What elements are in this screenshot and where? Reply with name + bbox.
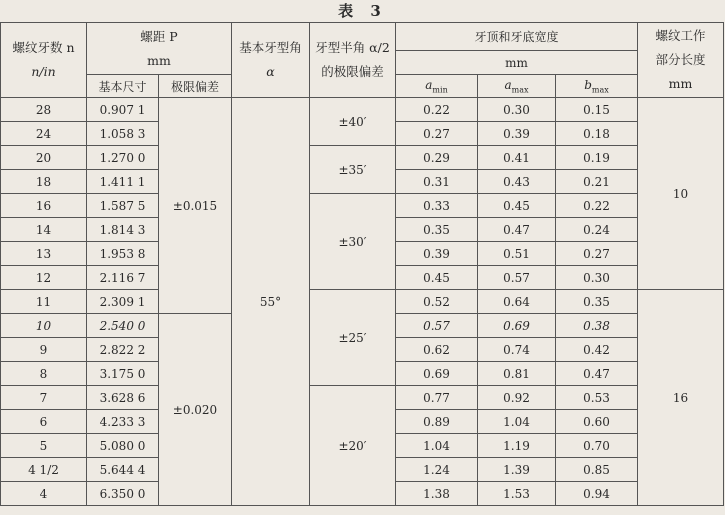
cell-work-length: 10 [638, 98, 724, 290]
cell-b-max: 0.18 [556, 122, 638, 146]
cell-a-max: 0.69 [478, 314, 556, 338]
cell-pitch: 1.953 8 [87, 242, 159, 266]
cell-a-min: 0.62 [396, 338, 478, 362]
cell-work-length: 16 [638, 290, 724, 506]
cell-a-min: 1.38 [396, 482, 478, 506]
cell-b-max: 0.47 [556, 362, 638, 386]
cell-b-max: 0.85 [556, 458, 638, 482]
cell-pitch: 0.907 1 [87, 98, 159, 122]
cell-b-max: 0.30 [556, 266, 638, 290]
cell-a-max: 1.39 [478, 458, 556, 482]
cell-b-max: 0.70 [556, 434, 638, 458]
cell-pitch: 5.644 4 [87, 458, 159, 482]
table-row [1, 98, 724, 122]
cell-threads: 13 [1, 242, 87, 266]
cell-a-min: 0.35 [396, 218, 478, 242]
header-basic-size: 基本尺寸 [87, 75, 159, 98]
cell-a-max: 0.92 [478, 386, 556, 410]
cell-pitch: 4.233 3 [87, 410, 159, 434]
cell-a-min: 0.33 [396, 194, 478, 218]
cell-b-max: 0.15 [556, 98, 638, 122]
header-a-max: $a_{max}$ [478, 75, 556, 98]
cell-pitch: 1.814 3 [87, 218, 159, 242]
cell-a-max: 0.39 [478, 122, 556, 146]
cell-half-angle-dev: ±35′ [310, 146, 396, 194]
cell-threads: 10 [1, 314, 87, 338]
cell-a-min: 0.52 [396, 290, 478, 314]
cell-a-max: 0.47 [478, 218, 556, 242]
cell-pitch: 2.540 0 [87, 314, 159, 338]
cell-half-angle-dev: ±20′ [310, 386, 396, 506]
cell-threads: 24 [1, 122, 87, 146]
cell-b-max: 0.53 [556, 386, 638, 410]
cell-a-min: 0.89 [396, 410, 478, 434]
cell-b-max: 0.27 [556, 242, 638, 266]
header-limit-dev: 极限偏差 [159, 75, 232, 98]
cell-a-min: 0.45 [396, 266, 478, 290]
cell-b-max: 0.21 [556, 170, 638, 194]
cell-pitch: 3.175 0 [87, 362, 159, 386]
header-crest-unit: mm [396, 51, 638, 75]
table-row [1, 194, 724, 218]
table-row [1, 146, 724, 170]
cell-threads: 16 [1, 194, 87, 218]
cell-b-max: 0.94 [556, 482, 638, 506]
cell-threads: 28 [1, 98, 87, 122]
cell-b-max: 0.24 [556, 218, 638, 242]
cell-pitch: 1.270 0 [87, 146, 159, 170]
cell-threads: 11 [1, 290, 87, 314]
table-row [1, 290, 724, 314]
cell-threads: 9 [1, 338, 87, 362]
cell-threads: 20 [1, 146, 87, 170]
cell-a-max: 1.19 [478, 434, 556, 458]
cell-a-min: 0.29 [396, 146, 478, 170]
header-threads: 螺纹牙数 n n/in [1, 23, 87, 98]
cell-a-max: 0.57 [478, 266, 556, 290]
cell-pitch: 2.116 7 [87, 266, 159, 290]
cell-pitch: 6.350 0 [87, 482, 159, 506]
cell-threads: 14 [1, 218, 87, 242]
cell-threads: 18 [1, 170, 87, 194]
cell-a-max: 1.04 [478, 410, 556, 434]
cell-a-min: 0.77 [396, 386, 478, 410]
cell-a-min: 0.27 [396, 122, 478, 146]
cell-a-max: 0.64 [478, 290, 556, 314]
cell-pitch: 1.411 1 [87, 170, 159, 194]
cell-a-max: 0.74 [478, 338, 556, 362]
cell-a-max: 0.51 [478, 242, 556, 266]
cell-basic-angle: 55° [232, 98, 310, 506]
cell-limit-dev-015: ±0.015 [159, 98, 232, 314]
cell-a-max: 0.41 [478, 146, 556, 170]
cell-a-min: 0.22 [396, 98, 478, 122]
header-angle: 基本牙型角 α [232, 23, 310, 98]
header-crest-root: 牙顶和牙底宽度 [396, 23, 638, 51]
header-pitch: 螺距 P mm [87, 23, 232, 75]
cell-b-max: 0.35 [556, 290, 638, 314]
header-b-max: $b_{max}$ [556, 75, 638, 98]
cell-a-min: 0.31 [396, 170, 478, 194]
cell-a-max: 0.81 [478, 362, 556, 386]
cell-half-angle-dev: ±25′ [310, 290, 396, 386]
cell-a-min: 0.39 [396, 242, 478, 266]
cell-pitch: 5.080 0 [87, 434, 159, 458]
cell-b-max: 0.38 [556, 314, 638, 338]
cell-a-min: 0.69 [396, 362, 478, 386]
cell-a-min: 1.04 [396, 434, 478, 458]
cell-a-max: 1.53 [478, 482, 556, 506]
cell-pitch: 3.628 6 [87, 386, 159, 410]
cell-threads: 8 [1, 362, 87, 386]
header-a-min: $a_{min}$ [396, 75, 478, 98]
cell-b-max: 0.19 [556, 146, 638, 170]
cell-threads: 6 [1, 410, 87, 434]
thread-table [0, 22, 724, 506]
cell-pitch: 1.058 3 [87, 122, 159, 146]
cell-a-max: 0.43 [478, 170, 556, 194]
cell-threads: 7 [1, 386, 87, 410]
cell-b-max: 0.42 [556, 338, 638, 362]
cell-half-angle-dev: ±40′ [310, 98, 396, 146]
cell-a-min: 1.24 [396, 458, 478, 482]
cell-a-max: 0.30 [478, 98, 556, 122]
header-half-angle: 牙型半角 α/2 的极限偏差 [310, 23, 396, 98]
cell-limit-dev-020: ±0.020 [159, 314, 232, 506]
cell-pitch: 1.587 5 [87, 194, 159, 218]
cell-a-min: 0.57 [396, 314, 478, 338]
table-row [1, 386, 724, 410]
cell-b-max: 0.22 [556, 194, 638, 218]
cell-b-max: 0.60 [556, 410, 638, 434]
cell-threads: 12 [1, 266, 87, 290]
cell-threads: 4 [1, 482, 87, 506]
cell-threads: 4 1/2 [1, 458, 87, 482]
cell-a-max: 0.45 [478, 194, 556, 218]
header-work-length: 螺纹工作 部分长度 mm [638, 23, 724, 98]
cell-pitch: 2.822 2 [87, 338, 159, 362]
cell-threads: 5 [1, 434, 87, 458]
table-caption: 表 3 [338, 2, 387, 20]
cell-pitch: 2.309 1 [87, 290, 159, 314]
cell-half-angle-dev: ±30′ [310, 194, 396, 290]
